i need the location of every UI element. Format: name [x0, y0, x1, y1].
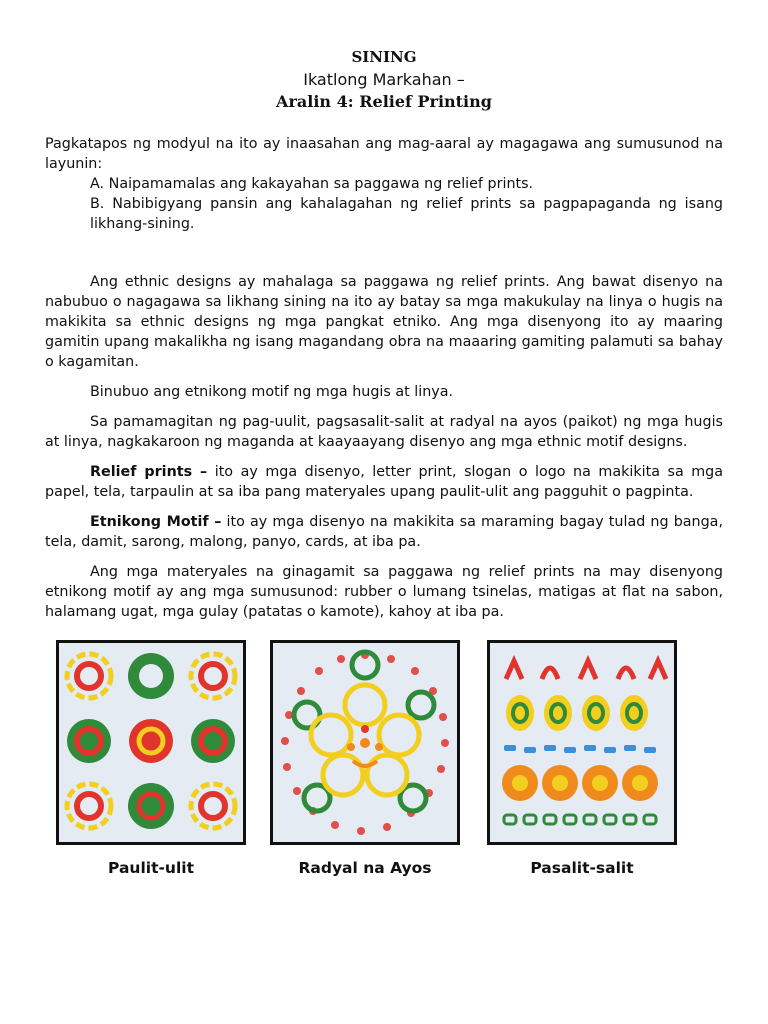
figure-paulit-ulit-image [56, 640, 246, 845]
document-header [0, 0, 768, 113]
document-body [45, 134, 723, 622]
column-middle [128, 653, 174, 829]
caption-paulit-ulit: Paulit-ulit [108, 859, 194, 877]
lesson-title: Aralin 4: Relief Printing [276, 92, 492, 111]
figure-row [0, 640, 768, 880]
definition-etnikong-motif: ito ay mga disenyo na makikita sa maraming bagay tulad ng banga, tela, damit, sarong, malong, panyo, cards, at iba pa. [45, 514, 723, 550]
term-relief-prints: Relief prints – [90, 464, 208, 480]
pasalit-salit-print [490, 643, 674, 842]
quarter-title: Ikatlong Markahan – [303, 70, 465, 89]
figure-pasalit-salit-image [487, 640, 677, 845]
paragraph-arrangement: Sa pamamagitan ng pag-uulit, pagsasalit-salit at radyal na ayos (paikot) ng mga hugis at linya, nagkakaroon ng maganda at kaayaayang disenyo ang mga ethnic motif designs. [45, 414, 723, 450]
term-etnikong-motif: Etnikong Motif – [90, 514, 222, 530]
definition-relief-prints: ito ay mga disenyo, letter print, slogan o logo na makikita sa mga papel, tela, tarpaulin at sa iba pang materyales upang paulit-ulit ang pagguhit o pagpinta. [45, 464, 723, 500]
objective-b: B. Nabibigyang pansin ang kahalagahan ng relief prints sa pagpapaganda ng isang likhang-sining. [90, 196, 723, 232]
paragraph-motif: Binubuo ang etnikong motif ng mga hugis at linya. [90, 384, 454, 400]
intro-paragraph: Pagkatapos ng modyul na ito ay inaasahan ang mag-aaral ay magagawa ang sumusunod na layunin: [45, 136, 723, 172]
paragraph-ethnic-designs: Ang ethnic designs ay mahalaga sa paggawa ng relief prints. Ang bawat disenyo na nabubuo o nagagawa sa likhang sining na ito ay batay sa mga makukulay na linya o hugis na makikita sa ethnic designs ng mga pangkat etniko. Ang mga disenyong ito ay maaring gamitin upang makalikha ng isang magandang obra na maaaring gamiting palamuti sa bahay o kagamitan. [45, 274, 723, 370]
figure-radyal-image [270, 640, 460, 845]
caption-pasalit-salit: Pasalit-salit [530, 859, 634, 877]
paragraph-etnikong-motif [45, 512, 723, 552]
paragraph-materials: Ang mga materyales na ginagamit sa paggawa ng relief prints na may disenyong etnikong motif ay ang mga sumusunod: rubber o lumang tsinelas, matigas at flat na sabon, halamang ugat, mga gulay (patatas o kamote), kahoy at iba pa. [45, 564, 723, 620]
radyal-print [273, 643, 457, 842]
subject-title: SINING [351, 48, 417, 66]
caption-radyal: Radyal na Ayos [298, 859, 432, 877]
paragraph-relief-prints [45, 462, 723, 502]
objective-a: A. Naipamamalas ang kakayahan sa paggawa ng relief prints. [90, 176, 534, 192]
paulit-ulit-print [59, 643, 243, 842]
